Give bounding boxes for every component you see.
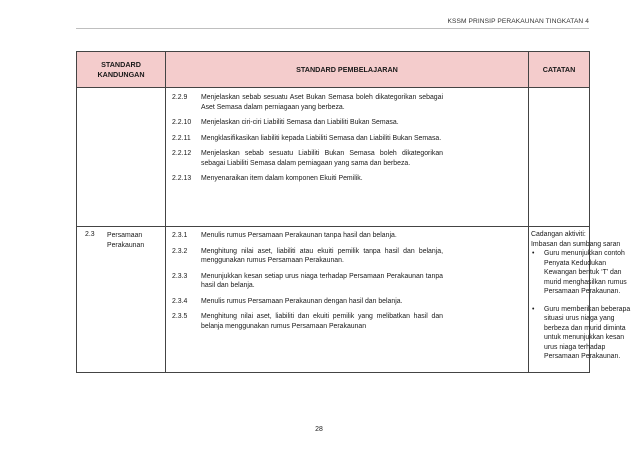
notes-bullet-line: Guru memberikan beberapa [544, 305, 631, 313]
notes-bullet [531, 249, 627, 297]
item-text: Menghitung nilai aset, liabiliti dan ekuiti pemilik yang melibatkan hasil dan belanja menggunakan rumus Persamaan Perakaunan [201, 313, 443, 330]
item-number: 2.2.11 [172, 134, 191, 142]
table-row [77, 227, 590, 373]
list-item [166, 134, 528, 144]
notes-bullet-line: urus niaga terhadap [544, 343, 606, 351]
item-number: 2.3.4 [172, 297, 188, 305]
section-number: 2.3 [85, 231, 95, 238]
header-standard-kandungan [77, 52, 166, 88]
item-text: Menunjukkan kesan setiap urus niaga terhadap Persamaan Perakaunan tanpa hasil dan belanja. [201, 272, 443, 289]
notes-bullet-line: berbeza dan murid diminta [544, 324, 626, 332]
bullet-icon: • [532, 250, 535, 257]
catatan-cell [529, 227, 631, 373]
item-text: Menghitung nilai aset, liabiliti atau ekuiti pemilik tanpa hasil dan belanja, menggunakan rumus Persamaan Perakaunan. [201, 247, 443, 264]
standard-kandungan-cell-empty [77, 88, 166, 227]
list-item [166, 272, 528, 291]
header-standard-kandungan-line2: KANDUNGAN [97, 69, 145, 79]
list-item [166, 174, 528, 184]
section-label-line1: Persamaan [107, 232, 143, 239]
notes-line: Imbasan dan sumbang saran [531, 240, 621, 248]
notes-bullet-line: Penyata Kedudukan [544, 259, 607, 267]
standard-pembelajaran-cell [166, 227, 529, 373]
standard-kandungan-cell [77, 227, 166, 373]
section-label-line2: Perakaunan [107, 241, 145, 249]
notes-bullet-text [544, 249, 627, 297]
list-item [166, 231, 528, 241]
header-standard-kandungan-line1: STANDARD [101, 59, 141, 69]
header-standard-pembelajaran: STANDARD PEMBELAJARAN [166, 52, 529, 88]
table-row [77, 88, 590, 227]
list-item [166, 118, 528, 128]
item-number: 2.2.13 [172, 175, 192, 182]
item-text: Menjelaskan sebab sesuatu Liabiliti Bukan Semasa boleh dikategorikan sebagai Liabiliti Semasa dalam perniagaan yang sama dan berbeza. [201, 150, 443, 167]
notes-bullet-line: murid menghasilkan rumus [544, 278, 627, 286]
running-header: KSSM PRINSIP PERAKAUNAN TINGKATAN 4 [447, 18, 589, 25]
page-number: 28 [315, 426, 323, 433]
list-item [166, 247, 528, 266]
notes-bullet-line: situasi urus niaga yang [544, 315, 615, 322]
item-number: 2.3.5 [172, 313, 188, 320]
item-number: 2.2.10 [172, 119, 192, 126]
list-item [166, 93, 528, 112]
item-number: 2.3.3 [172, 272, 188, 280]
list-item [166, 149, 528, 168]
section-label [107, 231, 144, 250]
table-header-row [77, 52, 590, 88]
list-item [166, 297, 528, 307]
notes-bullet-line: untuk menunjukkan kesan [544, 334, 625, 341]
list-item [166, 312, 528, 331]
notes-bullet-line: Kewangan bentuk ‘T’ dan [544, 269, 622, 276]
header-rule [76, 28, 589, 29]
notes-bullet-line: Guru menunjukkan contoh [544, 250, 625, 257]
item-text: Mengklasifikasikan liabiliti kepada Liabiliti Semasa dan Liabiliti Bukan Semasa. [201, 134, 442, 142]
notes-bullet-text [544, 305, 630, 362]
item-number: 2.3.2 [172, 247, 188, 255]
item-text: Menyenaraikan item dalam komponen Ekuiti Pemilik. [201, 175, 363, 182]
item-number: 2.2.9 [172, 94, 188, 101]
item-text: Menjelaskan ciri-ciri Liabiliti Semasa dan Liabiliti Bukan Semasa. [201, 119, 399, 126]
header-catatan: CATATAN [529, 52, 590, 88]
notes-bullet-line: Persamaan Perakaunan. [544, 288, 621, 295]
notes-line: Cadangan aktiviti: [531, 231, 586, 238]
curriculum-table [76, 51, 631, 373]
catatan-cell-empty [529, 88, 590, 227]
item-text: Menulis rumus Persamaan Perakaunan tanpa hasil dan belanja. [201, 232, 397, 239]
item-text: Menulis rumus Persamaan Perakaunan dengan hasil dan belanja. [201, 297, 403, 305]
notes-bullet-line: Persamaan Perakaunan. [544, 353, 621, 360]
standard-pembelajaran-cell [166, 88, 529, 227]
item-text: Menjelaskan sebab sesuatu Aset Bukan Semasa boleh dikategorikan sebagai Aset Semasa dalam perniagaan yang berbeza. [201, 94, 443, 111]
bullet-icon: • [532, 305, 535, 313]
item-number: 2.2.12 [172, 150, 192, 157]
notes-bullet [531, 305, 631, 362]
item-number: 2.3.1 [172, 232, 188, 239]
